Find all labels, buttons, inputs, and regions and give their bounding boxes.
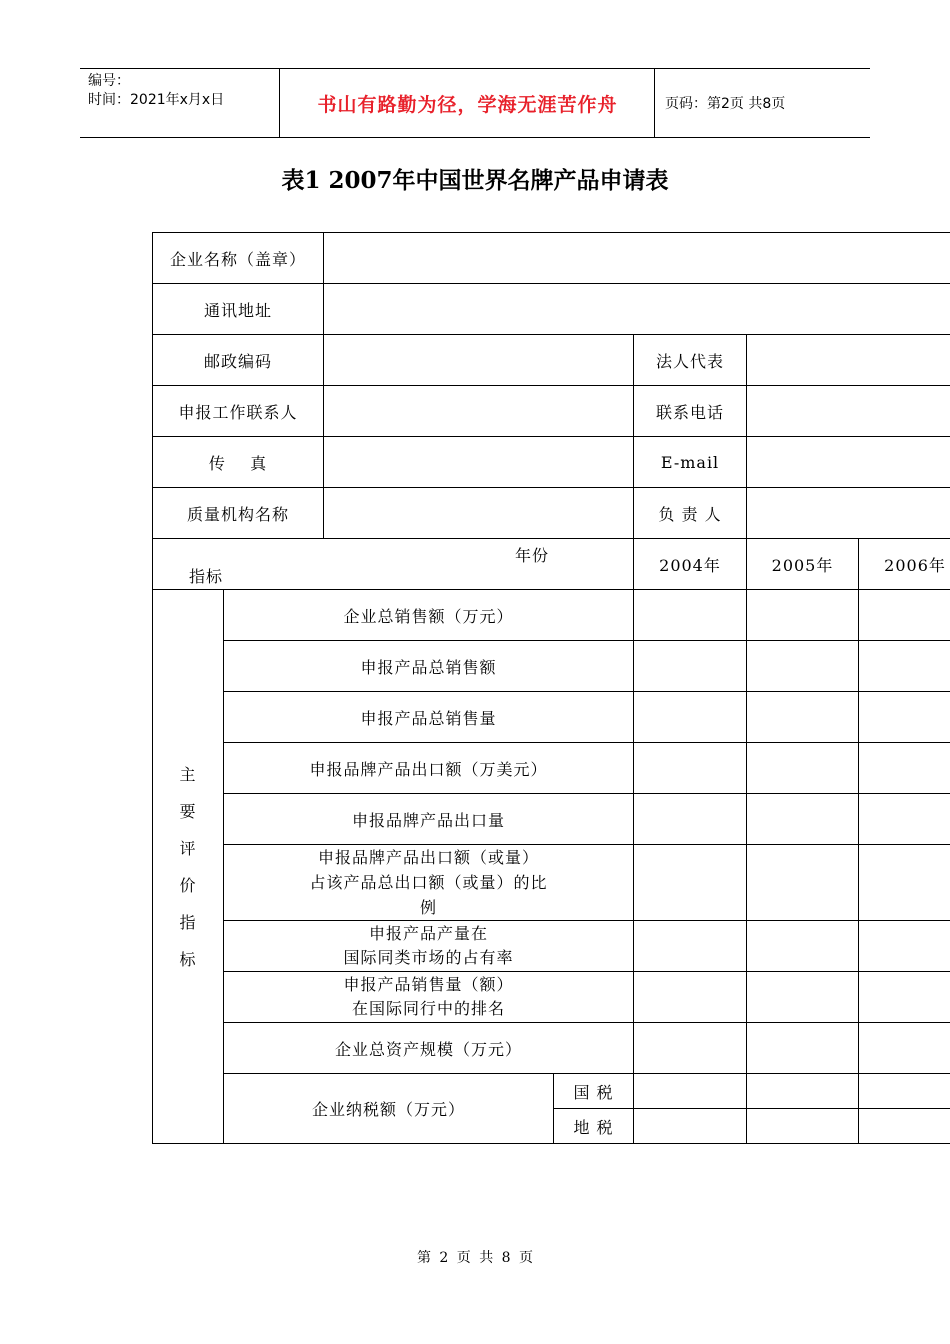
value-cell-2005[interactable]	[747, 845, 859, 921]
contact-field[interactable]	[324, 386, 634, 437]
value-cell-2005[interactable]	[747, 743, 859, 794]
contact-label: 申报工作联系人	[153, 386, 324, 437]
value-cell-2005[interactable]	[747, 921, 859, 972]
fax-label	[153, 437, 324, 488]
phone-label: 联系电话	[634, 386, 747, 437]
indicator-label-cell: 申报产品销售量（额） 在国际同行中的排名	[224, 972, 634, 1023]
legal-rep-label: 法人代表	[634, 335, 747, 386]
indicator-label-cell: 申报产品总销售量	[224, 692, 634, 743]
email-field[interactable]	[747, 437, 950, 488]
group-char: 主	[179, 764, 197, 784]
postcode-label: 邮政编码	[153, 335, 324, 386]
year-indicator-header	[153, 539, 634, 590]
table-row	[153, 488, 950, 539]
year-2004-header: 2004年	[634, 539, 747, 590]
number-label: 编号：	[88, 73, 130, 89]
value-cell-2004[interactable]	[634, 1023, 747, 1074]
application-form-table	[152, 232, 950, 1144]
value-cell-2004[interactable]	[634, 1074, 747, 1109]
tax-national-label: 国 税	[554, 1074, 634, 1109]
address-field[interactable]	[324, 284, 950, 335]
header-motto: 书山有路勤为径，学海无涯苦作舟	[281, 69, 655, 137]
value-cell-2004[interactable]	[634, 1109, 747, 1144]
group-char: 指	[179, 912, 197, 932]
table-row	[153, 641, 950, 692]
value-cell-2006[interactable]	[859, 1109, 950, 1144]
value-cell-2006[interactable]	[859, 743, 950, 794]
indicator-label-cell: 申报品牌产品出口额（或量） 占该产品总出口额（或量）的比 例	[224, 845, 634, 921]
group-char: 要	[179, 801, 197, 821]
value-cell-2006[interactable]	[859, 590, 950, 641]
phone-field[interactable]	[747, 386, 950, 437]
value-cell-2006[interactable]	[859, 1023, 950, 1074]
quality-org-label: 质量机构名称	[153, 488, 324, 539]
table-row	[153, 921, 950, 972]
year-label: 年份	[515, 546, 550, 565]
table-row	[153, 794, 950, 845]
value-cell-2005[interactable]	[747, 1074, 859, 1109]
value-cell-2004[interactable]	[634, 794, 747, 845]
table-row	[153, 1023, 950, 1074]
value-cell-2006[interactable]	[859, 845, 950, 921]
header-page-label: 页码：第2页 共8页	[665, 96, 786, 112]
fax-label-text: 传 真	[208, 453, 268, 473]
group-char: 价	[179, 875, 197, 895]
table-row	[153, 386, 950, 437]
table-row	[153, 972, 950, 1023]
value-cell-2006[interactable]	[859, 794, 950, 845]
table-row	[153, 233, 950, 284]
group-char: 评	[179, 838, 197, 858]
responsible-field[interactable]	[747, 488, 950, 539]
value-cell-2004[interactable]	[634, 641, 747, 692]
value-cell-2004[interactable]	[634, 692, 747, 743]
tax-label: 企业纳税额（万元）	[224, 1074, 554, 1144]
value-cell-2005[interactable]	[747, 692, 859, 743]
page-title: 表1 2007年中国世界名牌产品申请表	[281, 167, 669, 194]
value-cell-2004[interactable]	[634, 921, 747, 972]
value-cell-2005[interactable]	[747, 641, 859, 692]
email-label: E-mail	[634, 437, 747, 488]
group-char: 标	[179, 949, 197, 969]
indicator-label-cell: 企业总销售额（万元）	[224, 590, 634, 641]
year-2006-header: 2006年	[859, 539, 950, 590]
value-cell-2005[interactable]	[747, 1023, 859, 1074]
value-cell-2004[interactable]	[634, 590, 747, 641]
table-row	[153, 1074, 950, 1109]
value-cell-2005[interactable]	[747, 590, 859, 641]
tax-local-label: 地 税	[554, 1109, 634, 1144]
value-cell-2005[interactable]	[747, 972, 859, 1023]
table-row	[153, 284, 950, 335]
table-header-row	[153, 539, 950, 590]
legal-rep-field[interactable]	[747, 335, 950, 386]
year-2005-header: 2005年	[747, 539, 859, 590]
fax-field[interactable]	[324, 437, 634, 488]
header-meta	[80, 69, 280, 137]
table-row	[153, 590, 950, 641]
value-cell-2004[interactable]	[634, 845, 747, 921]
indicator-label-cell: 申报品牌产品出口额（万美元）	[224, 743, 634, 794]
table-row	[153, 743, 950, 794]
value-cell-2004[interactable]	[634, 972, 747, 1023]
postcode-field[interactable]	[324, 335, 634, 386]
table-row	[153, 335, 950, 386]
table-row	[153, 692, 950, 743]
indicator-label-cell: 申报产品总销售额	[224, 641, 634, 692]
address-label: 通讯地址	[153, 284, 324, 335]
responsible-label: 负 责 人	[634, 488, 747, 539]
page-footer: 第 2 页 共 8 页	[416, 1250, 534, 1266]
value-cell-2006[interactable]	[859, 921, 950, 972]
indicator-label: 指标	[189, 567, 224, 586]
value-cell-2006[interactable]	[859, 972, 950, 1023]
value-cell-2006[interactable]	[859, 641, 950, 692]
indicator-label-cell: 企业总资产规模（万元）	[224, 1023, 634, 1074]
indicator-label-cell: 申报品牌产品出口量	[224, 794, 634, 845]
table-row	[153, 437, 950, 488]
value-cell-2006[interactable]	[859, 1074, 950, 1109]
table-row	[153, 845, 950, 921]
value-cell-2004[interactable]	[634, 743, 747, 794]
indicator-label-cell: 申报产品产量在 国际同类市场的占有率	[224, 921, 634, 972]
value-cell-2005[interactable]	[747, 794, 859, 845]
quality-org-field[interactable]	[324, 488, 634, 539]
page-header	[80, 68, 870, 138]
main-indicators-group-label	[153, 590, 224, 1144]
time-label: 时间：2021年x月x日	[88, 92, 225, 108]
company-name-label: 企业名称（盖章）	[153, 233, 324, 284]
company-name-field[interactable]	[324, 233, 950, 284]
value-cell-2005[interactable]	[747, 1109, 859, 1144]
value-cell-2006[interactable]	[859, 692, 950, 743]
